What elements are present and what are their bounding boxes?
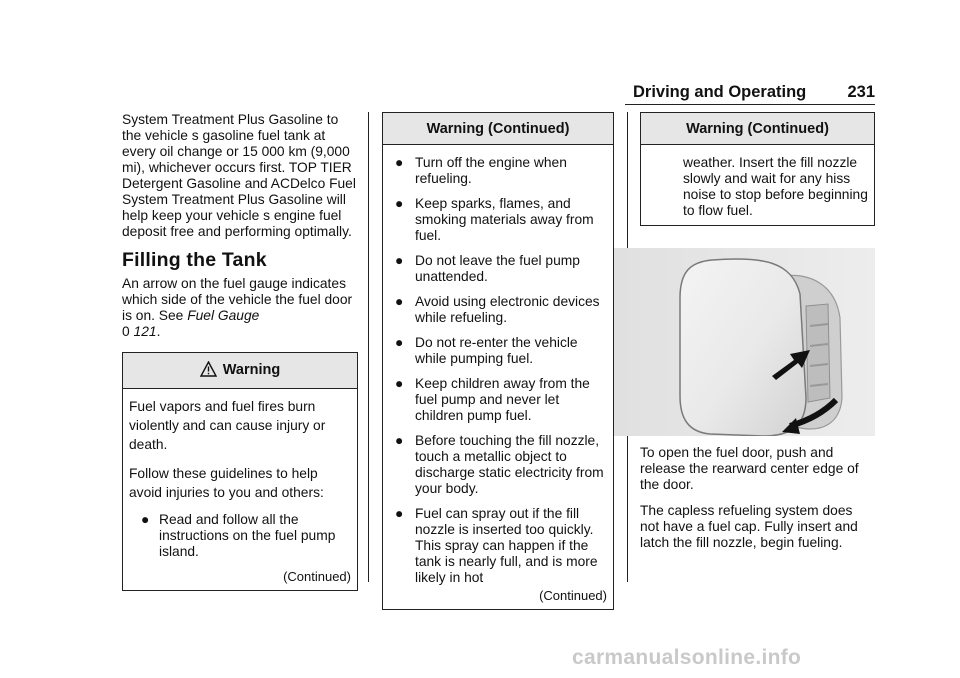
fuel-door-paragraph	[122, 276, 358, 340]
fuel-gauge-link[interactable]: Fuel Gauge	[187, 308, 260, 323]
bullet-text: Do not leave the fuel pump unattended.	[415, 253, 580, 284]
bullet-dot: ●	[395, 155, 404, 170]
bullet-dot: ●	[395, 433, 404, 448]
bullet-text: Avoid using electronic devices while refueling.	[415, 294, 600, 325]
warning-continued-body	[383, 145, 613, 609]
list-item	[389, 433, 607, 497]
column-1	[122, 112, 358, 591]
list-item	[389, 253, 607, 285]
capless-paragraph: The capless refueling system does not have a fuel cap. Fully insert and latch the fill nozzle, begin fueling.	[640, 503, 858, 550]
bullet-text: Read and follow all the instructions on the fuel pump island.	[159, 512, 336, 559]
warning-p1: Fuel vapors and fuel fires burn violently and can cause injury or death.	[129, 399, 326, 452]
list-item	[389, 376, 607, 424]
warning-title: Warning	[222, 362, 281, 378]
bullet-text: Turn off the engine when refueling.	[415, 155, 567, 186]
column-2	[382, 112, 614, 610]
warning-continued-title: Warning (Continued)	[383, 113, 613, 145]
warning-continued-bullets	[389, 155, 607, 586]
continued-label: (Continued)	[283, 569, 351, 584]
bullet-dot: ●	[395, 196, 404, 211]
warning-box	[122, 352, 358, 591]
list-item	[389, 335, 607, 367]
warning-continued-title-2: Warning (Continued)	[641, 113, 874, 145]
open-door-paragraph: To open the fuel door, push and release the rearward center edge of the door.	[640, 445, 859, 492]
page-ref-icon: 0	[122, 324, 130, 339]
bullet-dot: ●	[395, 253, 404, 268]
section-heading: Filling the Tank	[122, 249, 267, 271]
fuel-door-illustration	[614, 248, 875, 436]
warning-title-bar	[123, 353, 357, 389]
warning-bullets	[129, 512, 351, 560]
page-header	[625, 83, 875, 103]
bullet-dot: ●	[395, 506, 404, 521]
warning-continued-box	[382, 112, 614, 610]
column-3-text	[640, 445, 875, 561]
warning-triangle-icon	[200, 361, 217, 381]
page-number: 231	[847, 83, 875, 101]
bullet-dot: ●	[141, 512, 150, 527]
section-title: Driving and Operating	[633, 83, 807, 101]
watermark: carmanualsonline.info	[572, 646, 802, 669]
list-item	[129, 512, 351, 560]
page-ref-number[interactable]: 121	[133, 324, 157, 339]
bullet-text: Keep children away from the fuel pump and never let children pump fuel.	[415, 376, 590, 423]
bullet-dot: ●	[395, 335, 404, 350]
column-3	[640, 112, 875, 226]
column-divider-1	[368, 112, 369, 582]
list-item	[389, 196, 607, 244]
warning-body	[123, 389, 357, 590]
warning-continued-body-2	[641, 145, 874, 225]
bullet-dot: ●	[395, 294, 404, 309]
bullet-text: Keep sparks, flames, and smoking materials away from fuel.	[415, 196, 594, 243]
intro-paragraph: System Treatment Plus Gasoline to the vehicle s gasoline fuel tank at every oil change or 15 000 km (9,000 mi), whichever occurs first. TOP TIER Detergent Gasoline and ACDelco Fuel System Treatment Plus Gasoline will help keep your vehicle s engine fuel deposit free and performing optimally.	[122, 112, 356, 239]
bullet-dot: ●	[395, 376, 404, 391]
bullet-text: Fuel can spray out if the fill nozzle is inserted too quickly. This spray can happen if the tank is nearly full, and is more likely in hot	[415, 506, 598, 585]
period: .	[156, 324, 161, 339]
warning-continued-text: weather. Insert the fill nozzle slowly and wait for any hiss noise to stop before beginning to flow fuel.	[683, 155, 868, 218]
warning-continued-box-2	[640, 112, 875, 226]
bullet-text: Before touching the fill nozzle, touch a metallic object to discharge static electricity from your body.	[415, 433, 604, 496]
fuel-door-text: An arrow on the fuel gauge indicates which side of the vehicle the fuel door is on. See	[122, 276, 353, 323]
warning-p2: Follow these guidelines to help avoid injuries to you and others:	[129, 466, 324, 500]
list-item	[389, 506, 607, 586]
bullet-text: Do not re-enter the vehicle while pumping fuel.	[415, 335, 578, 366]
header-rule	[625, 104, 875, 105]
continued-label: (Continued)	[539, 588, 607, 603]
list-item	[389, 294, 607, 326]
list-item	[389, 155, 607, 187]
